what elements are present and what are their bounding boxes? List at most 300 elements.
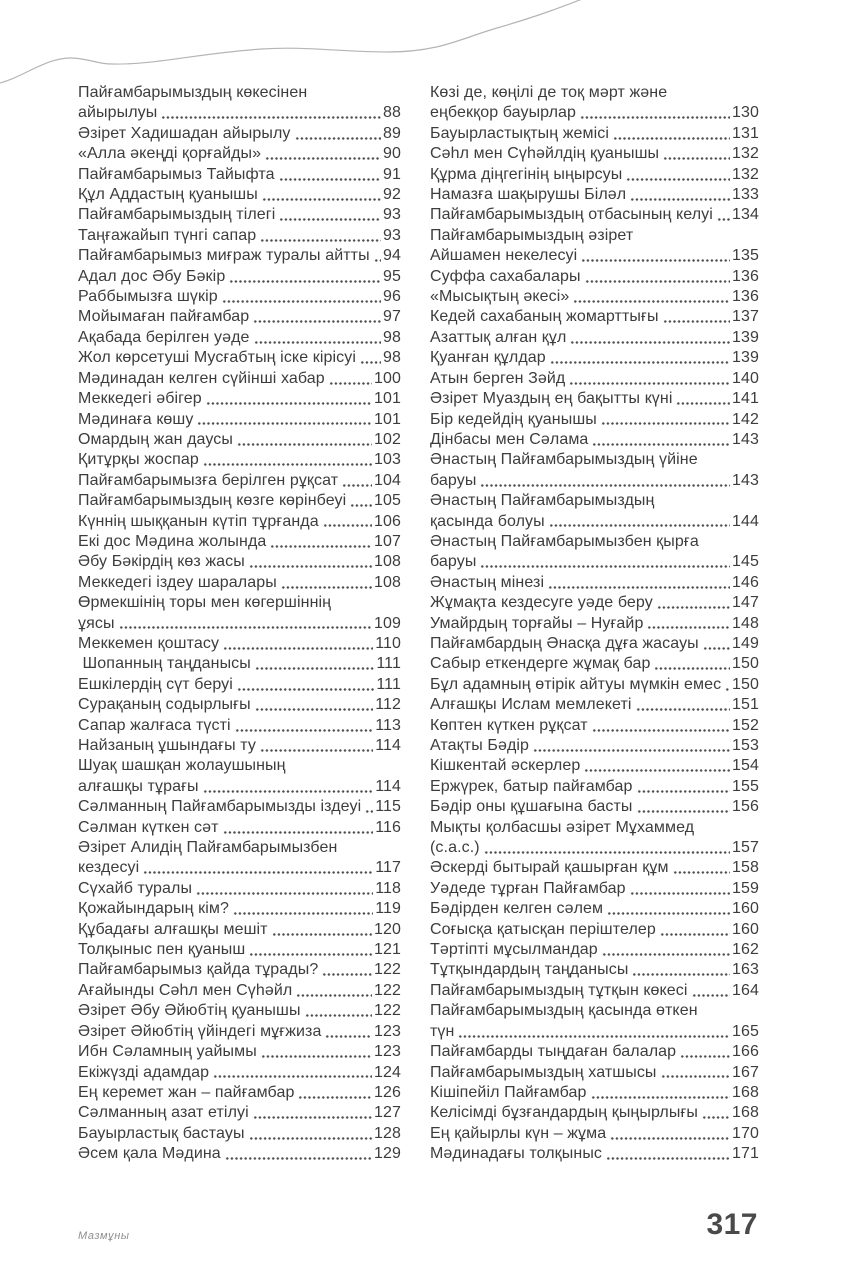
toc-entry-row (430, 838, 759, 858)
toc-entry (430, 716, 759, 736)
toc-entry-page: 162 (732, 941, 759, 959)
toc-entry-title: Сапар жалғаса түсті (78, 716, 231, 734)
toc-entry-row (430, 267, 759, 287)
toc-entry-row (430, 103, 759, 123)
toc-entry-row (78, 736, 401, 756)
toc-entry (78, 1042, 401, 1062)
toc-entry-page: 101 (374, 390, 401, 408)
toc-entry-page: 151 (732, 696, 759, 714)
toc-entry-page: 116 (375, 818, 401, 836)
dot-leader (252, 307, 381, 327)
toc-entry-row (78, 899, 401, 919)
toc-entry-title: Сәлман күткен сәт (78, 818, 219, 836)
dot-leader (629, 879, 730, 899)
toc-entry (78, 654, 401, 674)
toc-entry-title: Мәдинаға көшу (78, 410, 194, 428)
toc-entry (430, 960, 759, 980)
toc-entry-title: Таңғажайып түнгі сапар (78, 226, 257, 244)
dot-leader (532, 736, 730, 756)
toc-entry-row (78, 348, 401, 368)
dot-leader (457, 1022, 730, 1042)
toc-entry-page: 97 (383, 308, 401, 326)
toc-entry-page: 171 (732, 1145, 759, 1163)
toc-entry-row (430, 1124, 759, 1144)
dot-leader (660, 1063, 730, 1083)
dot-leader (202, 450, 372, 470)
toc-entry (430, 369, 759, 389)
dot-leader (591, 430, 730, 450)
toc-entry-title: Күннің шыққанын күтіп тұрғанда (78, 512, 319, 530)
toc-entry-row (78, 920, 401, 940)
dot-leader (609, 1124, 730, 1144)
toc-entry-row (430, 614, 759, 634)
toc-entry-title: Әскерді бытырай қашырған құм (430, 859, 669, 877)
dot-leader (294, 124, 381, 144)
toc-entry-page: 98 (383, 328, 401, 346)
toc-entry-title-line: Әнастың Пайғамбарымыздың үйіне (430, 451, 698, 469)
dot-leader (590, 1083, 731, 1103)
dot-leader (248, 552, 372, 572)
toc-entry (78, 981, 401, 1001)
footer-section-label: Мазмұны (78, 1230, 130, 1242)
toc-entry-page: 98 (383, 349, 401, 367)
toc-entry (430, 736, 759, 756)
toc-entry-title: Сәлманның азат етілуі (78, 1104, 249, 1122)
toc-entry-title: Сурақаның содырлығы (78, 696, 251, 714)
toc-entry-page: 114 (375, 737, 401, 754)
toc-entry (78, 960, 401, 980)
toc-entry-row (430, 858, 759, 878)
toc-entry-row (78, 695, 401, 715)
toc-entry-page: 122 (374, 981, 401, 999)
toc-entry (430, 756, 759, 776)
toc-entry-title: Дінбасы мен Сәлама (430, 430, 589, 448)
toc-entry (78, 512, 401, 532)
toc-entry-row (78, 858, 401, 878)
dot-leader (656, 593, 730, 613)
toc-entry-row (430, 165, 759, 185)
dot-leader (636, 797, 731, 817)
toc-entry-title: Азаттық алған құл (430, 328, 567, 346)
toc-entry (430, 165, 759, 185)
dot-leader (583, 756, 730, 776)
toc-entry-title: Меккедегі іздеу шаралары (78, 573, 277, 591)
toc-entry (430, 307, 759, 327)
toc-entry (78, 144, 401, 164)
toc-entry-title-line: Әнастың Пайғамбарымыздың (430, 492, 655, 510)
toc-entry-row (430, 960, 759, 980)
toc-entry-title: Қожайындарың кім? (78, 900, 229, 918)
toc-entry (78, 675, 401, 695)
dot-leader (160, 103, 381, 123)
toc-entry-page: 106 (374, 512, 401, 530)
dot-leader (196, 410, 372, 430)
toc-entry-row (430, 552, 759, 572)
toc-entry-page: 111 (376, 675, 401, 693)
toc-entry (78, 899, 401, 919)
toc-entry-title: Сәлманның Пайғамбарымызды іздеуі (78, 798, 362, 816)
toc-entry-title: Пайғамбарымыз Тайыфта (78, 165, 275, 183)
toc-entry (78, 1144, 401, 1164)
toc-entry-row (78, 103, 401, 123)
toc-entry (430, 920, 759, 940)
dot-leader (359, 348, 381, 368)
toc-entry-page: 133 (732, 186, 759, 204)
toc-entry-row (430, 675, 759, 695)
toc-entry-page: 92 (383, 186, 401, 204)
dot-leader (304, 1001, 372, 1021)
toc-entry-page: 139 (732, 349, 759, 367)
toc-entry-page: 108 (374, 573, 401, 591)
dot-leader (261, 185, 381, 205)
dot-leader (373, 246, 381, 266)
toc-entry-title: (с.а.с.) (430, 839, 480, 857)
toc-entry-row (430, 777, 759, 797)
dot-leader (691, 981, 730, 1001)
toc-entry-row (430, 879, 759, 899)
toc-entry-title: Ержүрек, батыр пайғамбар (430, 777, 633, 795)
dot-leader (236, 430, 372, 450)
dot-leader (297, 1083, 372, 1103)
dot-leader (547, 573, 730, 593)
toc-entry-row (430, 695, 759, 715)
toc-entry-page: 104 (374, 471, 401, 489)
toc-entry-page: 136 (732, 288, 759, 306)
toc-entry (430, 328, 759, 348)
dot-leader (606, 899, 730, 919)
dot-leader (629, 185, 730, 205)
dot-leader (254, 654, 374, 674)
toc-entry-page: 156 (732, 798, 759, 816)
dot-leader (659, 920, 730, 940)
toc-entry-page: 144 (732, 512, 759, 530)
toc-entry-page: 108 (374, 553, 401, 571)
toc-entry-row (78, 389, 401, 409)
toc-entry-page: 130 (732, 104, 759, 122)
dot-leader (254, 695, 374, 715)
toc-entry-title: Атын берген Зәйд (430, 369, 566, 387)
toc-entry-page: 89 (383, 124, 401, 142)
toc-entry-page: 167 (732, 1063, 759, 1081)
dot-leader (278, 205, 381, 225)
dot-leader (232, 899, 373, 919)
toc-entry-title: Әзірет Әйюбтің үйіндегі мұғжиза (78, 1022, 322, 1040)
toc-entry (430, 1063, 759, 1083)
toc-entry (78, 246, 401, 266)
toc-entry-row (78, 287, 401, 307)
toc-entry-row (78, 307, 401, 327)
toc-entry-title-line: Пайғамбарымыздың көкесінен (78, 84, 308, 101)
dot-leader (549, 348, 730, 368)
toc-entry-page: 168 (732, 1104, 759, 1122)
toc-entry-row (430, 797, 759, 817)
dot-leader (248, 1124, 372, 1144)
toc-entry-title: Алғашқы Ислам мемлекеті (430, 696, 632, 714)
toc-entry-page: 160 (732, 920, 759, 938)
toc-entry-title-line: Шуақ шашқан жолаушының (78, 757, 286, 775)
toc-entry-title: түн (430, 1022, 455, 1040)
toc-entry-page: 142 (732, 410, 759, 428)
toc-entry-title: Пайғамбарымыздың хатшысы (430, 1063, 657, 1081)
toc-entry (430, 654, 759, 674)
toc-entry-page: 170 (732, 1124, 759, 1142)
toc-entry-row (78, 1103, 401, 1123)
toc-entry-title: Меккемен қоштасу (78, 634, 220, 652)
toc-entry-row (430, 736, 759, 756)
toc-entry-page: 132 (732, 145, 759, 163)
toc-entry (430, 430, 759, 450)
toc-column-left (78, 83, 401, 1165)
dot-leader (271, 920, 372, 940)
toc-entry-page: 122 (374, 1002, 401, 1020)
toc-entry-title: баруы (430, 553, 477, 571)
toc-entry (78, 226, 401, 246)
toc-entry (78, 471, 401, 491)
toc-entry-page: 121 (374, 941, 401, 959)
dot-leader (483, 838, 730, 858)
toc-entry (78, 1124, 401, 1144)
toc-entry-row (78, 1124, 401, 1144)
toc-entry-page: 124 (374, 1063, 401, 1081)
toc-entry-page: 100 (374, 369, 401, 387)
toc-entry-title: Меккедегі әбігер (78, 390, 202, 408)
dot-leader (228, 267, 381, 287)
dot-leader (142, 858, 373, 878)
toc-entry-row (78, 246, 401, 266)
toc-entry-title: «Мысықтың әкесі» (430, 288, 570, 306)
toc-entry-page: 123 (374, 1043, 401, 1061)
dot-leader (631, 960, 730, 980)
toc-entry-row (430, 1103, 759, 1123)
toc-entry-row (430, 185, 759, 205)
dot-leader (612, 124, 730, 144)
toc-entry-row (78, 450, 401, 470)
toc-entry (430, 940, 759, 960)
toc-entry (78, 389, 401, 409)
dot-leader (569, 328, 730, 348)
dot-leader (479, 471, 730, 491)
toc-entry-title: Умайрдың торғайы – Нуғайр (430, 614, 644, 632)
toc-entry (78, 1001, 401, 1021)
toc-entry-page: 102 (374, 430, 401, 448)
toc-entry (430, 267, 759, 287)
toc-entry-title: Келісімді бұзғандардың қыңырлығы (430, 1104, 698, 1122)
toc-entry (78, 124, 401, 144)
toc-entry-title: «Алла әкеңді қорғайды» (78, 145, 262, 163)
toc-entry-page: 160 (732, 900, 759, 918)
toc-entry-title: Бұл адамның өтірік айтуы мүмкін емес (430, 675, 722, 693)
toc-entry (430, 1144, 759, 1164)
toc-entry-title: Тәртіпті мұсылмандар (430, 941, 598, 959)
toc-entry-title: Бауырластық бастауы (78, 1124, 245, 1142)
toc-entry-row (78, 960, 401, 980)
toc-entry (78, 328, 401, 348)
toc-entry-page: 166 (732, 1043, 759, 1061)
dot-leader (600, 410, 730, 430)
toc-entry-row (78, 267, 401, 287)
toc-entry-row (78, 654, 401, 674)
toc-entry-row (430, 573, 759, 593)
toc-entry-title-line: Өрмекшінің торы мен көгершіннің (78, 594, 332, 612)
toc-entry-page: 134 (732, 206, 759, 224)
toc-entry-row (78, 981, 401, 1001)
toc-entry-title: айырылуы (78, 104, 158, 122)
toc-entry (430, 226, 759, 267)
toc-entry-row (78, 369, 401, 389)
toc-entry-title: ұясы (78, 614, 115, 632)
toc-entry (78, 552, 401, 572)
toc-entry-row (78, 1083, 401, 1103)
toc-entry-row (430, 328, 759, 348)
toc-entry-page: 149 (732, 634, 759, 652)
toc-entry-page: 152 (732, 716, 759, 734)
toc-entry-title: Толқыныс пен қуаныш (78, 941, 246, 959)
toc-entry-row (78, 552, 401, 572)
toc-entry-row (78, 1042, 401, 1062)
toc-entry-row (78, 144, 401, 164)
toc-entry-title: Әзірет Муаздың ең бақытты күні (430, 390, 673, 408)
toc-entry-row (430, 920, 759, 940)
toc-entry-title: Пайғамбарымыздың отбасының келуі (430, 206, 713, 224)
toc-entry (430, 899, 759, 919)
dot-leader (236, 675, 374, 695)
toc-entry-title-line: Көзі де, көңілі де тоқ мәрт және (430, 84, 668, 101)
toc-entry-page: 153 (732, 737, 759, 754)
dot-leader (195, 879, 373, 899)
dot-leader (222, 818, 374, 838)
dot-leader (675, 389, 730, 409)
toc-entry-page: 143 (732, 430, 759, 448)
toc-entry-title: Ақабада берілген уәде (78, 328, 250, 346)
toc-entry-page: 119 (375, 900, 401, 918)
toc-entry (78, 593, 401, 634)
toc-entry-title: Пайғамбарымыздың тұтқын көкесі (430, 981, 688, 999)
toc-entry-title: Мойымаған пайғамбар (78, 308, 250, 326)
toc-entry-row (78, 614, 401, 634)
toc-entry-page: 118 (375, 879, 401, 897)
toc-entry (78, 348, 401, 368)
toc-entry-title: Адал дос Әбу Бәкір (78, 267, 226, 285)
toc-entry (430, 1124, 759, 1144)
dot-leader (716, 205, 730, 225)
toc-entry (430, 1001, 759, 1042)
dot-leader (321, 960, 372, 980)
dot-leader (702, 634, 730, 654)
dot-leader (252, 1103, 372, 1123)
toc-entry (430, 879, 759, 899)
dot-leader (224, 1144, 372, 1164)
toc-entry-row (78, 940, 401, 960)
toc-entry (78, 491, 401, 511)
toc-entry-page: 135 (732, 247, 759, 265)
toc-entry (78, 369, 401, 389)
toc-entry-title: Әнастың мінезі (430, 573, 545, 591)
toc-entry-page: 141 (732, 390, 759, 408)
toc-entry-title: Пайғамбарды тыңдаған балалар (430, 1043, 677, 1061)
toc-entry-page: 91 (383, 165, 401, 183)
dot-leader (202, 777, 374, 797)
toc-entry-row (430, 899, 759, 919)
toc-entry (78, 450, 401, 470)
dot-leader (324, 1022, 372, 1042)
toc-entry-row (78, 532, 401, 552)
toc-entry-title: Пайғамбарымыз қайда тұрады? (78, 961, 319, 979)
toc-entry-page: 139 (732, 328, 759, 346)
toc-entry-page: 146 (732, 573, 759, 591)
page-number: 317 (706, 1208, 758, 1241)
toc-entry-row (78, 634, 401, 654)
toc-entry (430, 491, 759, 532)
toc-entry-row (78, 797, 401, 817)
toc-entry-title: Атақты Бәдір (430, 737, 530, 754)
dot-leader (264, 144, 381, 164)
dot-leader (269, 532, 372, 552)
dot-leader (234, 716, 374, 736)
toc-entry-title: Сәһл мен Сүһәйлдің қуанышы (430, 145, 660, 163)
toc-entry-page: 95 (383, 267, 401, 285)
toc-entry-row (78, 205, 401, 225)
dot-leader (280, 573, 372, 593)
toc-entry (430, 1042, 759, 1062)
dot-leader (259, 736, 373, 756)
toc-entry-page: 90 (383, 145, 401, 163)
toc-entry-title: Жол көрсетуші Мусғабтың іске кірісуі (78, 349, 357, 367)
toc-entry-title: еңбекқор бауырлар (430, 104, 577, 122)
toc-entry-title: Құрма діңгегінің ыңырсуы (430, 165, 623, 183)
toc-entry-page: 93 (383, 206, 401, 224)
dot-leader (635, 695, 730, 715)
toc-entry (430, 573, 759, 593)
toc-entry-page: 154 (732, 757, 759, 775)
toc-entry-page: 103 (374, 451, 401, 469)
toc-entry-title-line: Әнастың Пайғамбарымызбен қырға (430, 532, 699, 550)
toc-entry (78, 695, 401, 715)
toc-entry-title: Ағайынды Сәһл мен Сүһәйл (78, 981, 293, 999)
toc-entry-title: Кішкентай әскерлер (430, 757, 581, 775)
toc-entry-page: 136 (732, 267, 759, 285)
toc-entry (78, 532, 401, 552)
toc-entry (78, 736, 401, 756)
toc-entry-page: 107 (374, 532, 401, 550)
toc-entry-title: Ең керемет жан – пайғамбар (78, 1083, 295, 1101)
toc-entry-row (430, 716, 759, 736)
toc-entry-title: Ибн Сәламның уайымы (78, 1043, 257, 1061)
toc-entry (430, 287, 759, 307)
toc-entry (78, 838, 401, 879)
toc-entry-title: Әзірет Хадишадан айырылу (78, 124, 291, 142)
dot-leader (679, 1042, 730, 1062)
toc-entry-title: Пайғамбарымыздың тілегі (78, 206, 276, 224)
toc-entry (78, 267, 401, 287)
toc-entry-page: 155 (732, 777, 759, 795)
dot-leader (625, 165, 730, 185)
toc-entry-page: 111 (376, 655, 401, 673)
toc-entry-title: Пайғамбардың Әнасқа дұға жасауы (430, 634, 699, 652)
toc-entry-row (430, 1144, 759, 1164)
toc-entry-title: Құбадағы алғашқы мешіт (78, 920, 268, 938)
toc-entry (430, 797, 759, 817)
toc-entry-row (430, 348, 759, 368)
toc-entry-row (78, 879, 401, 899)
toc-entry-row (430, 634, 759, 654)
toc-entry-row (430, 1083, 759, 1103)
toc-entry (430, 205, 759, 225)
toc-entry (430, 389, 759, 409)
toc-entry-title-line: Әзірет Алидің Пайғамбарымызбен (78, 839, 338, 857)
dot-leader (662, 307, 730, 327)
toc-entry-row (430, 307, 759, 327)
toc-entry (430, 532, 759, 573)
